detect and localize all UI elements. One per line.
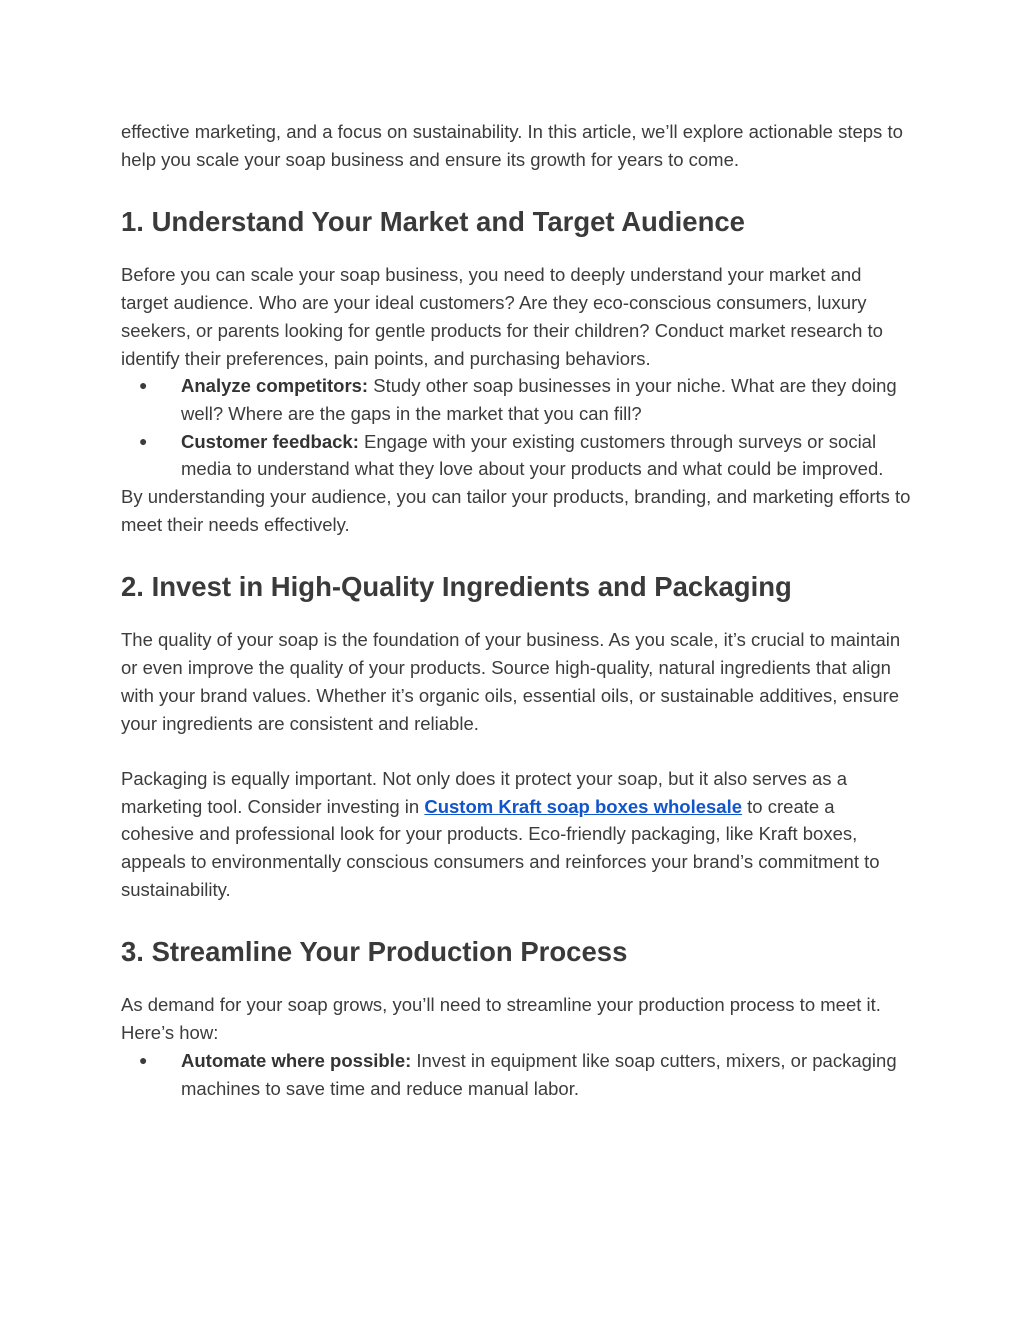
bullet-icon: ● (139, 377, 148, 394)
paragraph-spacer (121, 737, 911, 765)
section-3-heading: 3. Streamline Your Production Process (121, 936, 628, 968)
section-1-heading: 1. Understand Your Market and Target Audience (121, 206, 745, 238)
list-item (121, 428, 911, 483)
section-2-packaging-paragraph (121, 765, 911, 904)
section-1-bullet-list (121, 372, 911, 483)
section-3-paragraph: As demand for your soap grows, you’ll need to streamline your production process to meet it. Here’s how: (121, 994, 881, 1044)
bullet-text: Invest in equipment like soap cutters, mixers, or packaging machines to save time and reduce manual labor. (181, 1049, 897, 1099)
bullet-label: Automate where possible: (181, 1049, 412, 1071)
document-page (121, 118, 911, 1102)
packaging-text-before: Packaging is equally important. Not only does it protect your soap, but it also serves as a marketing tool. Consider investing in (121, 767, 847, 817)
section-1-paragraph: Before you can scale your soap business, you need to deeply understand your market and target audience. Who are your ideal customers? Are they eco-conscious consumers, luxury seekers, or parents looking for gentle products for their children? Conduct market research to identify their preferences, pain points, and purchasing behaviors. (121, 264, 883, 369)
section-3-bullet-list (121, 1047, 911, 1102)
bullet-icon: ● (139, 1051, 148, 1068)
bullet-text: Study other soap businesses in your niche. What are they doing well? Where are the gaps in the market that you can fill? (181, 375, 897, 424)
intro-paragraph: effective marketing, and a focus on sustainability. In this article, we’ll explore actionable steps to help you scale your soap business and ensure its growth for years to come. (121, 121, 903, 170)
list-item (121, 372, 911, 427)
bullet-label: Analyze competitors: (181, 375, 369, 397)
section-2-paragraph: The quality of your soap is the foundation of your business. As you scale, it’s crucial to maintain or even improve the quality of your products. Source high-quality, natural ingredients that align with your brand values. Whether it’s organic oils, essential oils, or sustainable additives, ensure your ingredients are consistent and reliable. (121, 629, 901, 734)
bullet-icon: ● (139, 432, 148, 449)
custom-kraft-boxes-link[interactable]: Custom Kraft soap boxes wholesale (424, 795, 743, 817)
section-1-closing-paragraph: By understanding your audience, you can tailor your products, branding, and marketing efforts to meet their needs effectively. (121, 486, 911, 535)
bullet-label: Customer feedback: (181, 430, 359, 452)
list-item (121, 1047, 911, 1102)
packaging-text-after: to create a cohesive and professional look for your products. Eco-friendly packaging, like Kraft boxes, appeals to environmentally conscious consumers and reinforces your brand’s commitment to sustainability. (121, 795, 880, 900)
section-2-heading: 2. Invest in High-Quality Ingredients and Packaging (121, 571, 792, 603)
bullet-text: Engage with your existing customers through surveys or social media to understand what they love about your products and what could be improved. (181, 430, 884, 480)
